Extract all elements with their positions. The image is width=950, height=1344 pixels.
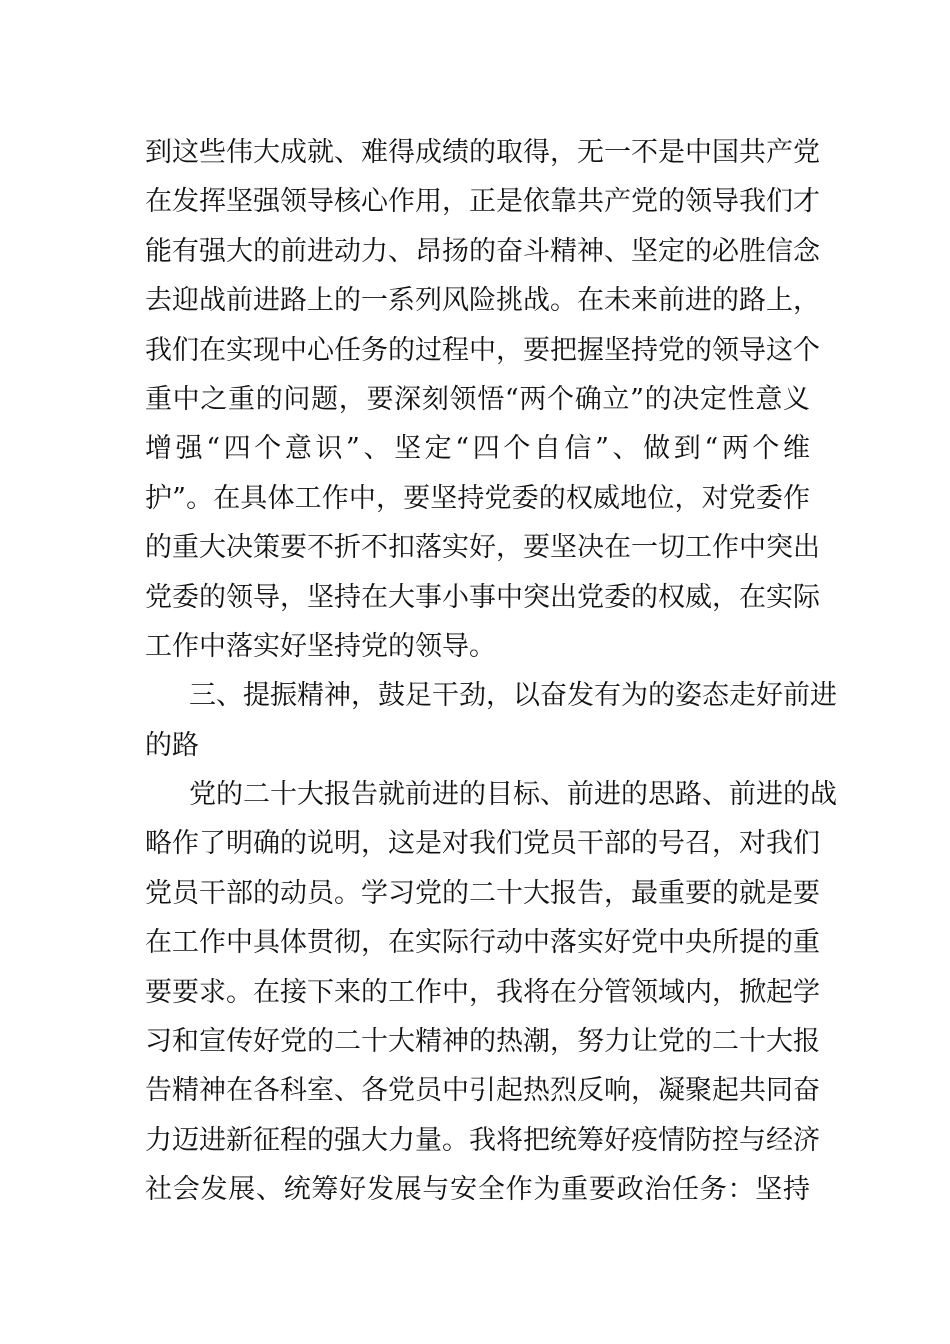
section-heading: 三、提振精神，鼓足干劲，以奋发有为的姿态走好前进 <box>189 680 837 712</box>
body-line: 力迈进新征程的强大力量。我将把统筹好疫情防控与经济 <box>145 1124 820 1156</box>
body-line: 党的二十大报告就前进的目标、前进的思路、前进的战 <box>189 779 837 811</box>
body-line: 工作中落实好坚持党的领导。 <box>145 630 496 662</box>
body-line: 的重大决策要不折不扣落实好，要坚决在一切工作中突出 <box>145 532 820 564</box>
body-line: 社会发展、统筹好发展与安全作为重要政治任务：坚持 <box>145 1174 810 1206</box>
document-body <box>145 128 837 1215</box>
body-line: 略作了明确的说明，这是对我们党员干部的号召，对我们 <box>145 828 820 860</box>
section-heading-continued: 的路 <box>145 729 199 761</box>
body-line: 习和宣传好党的二十大精神的热潮，努力让党的二十大报 <box>145 1026 820 1058</box>
body-line: 我们在实现中心任务的过程中，要把握坚持党的领导这个 <box>145 334 820 366</box>
body-line: 要要求。在接下来的工作中，我将在分管领域内，掀起学 <box>145 976 820 1008</box>
body-line: 在发挥坚强领导核心作用，正是依靠共产党的领导我们才 <box>145 186 820 218</box>
body-line: 党委的领导，坚持在大事小事中突出党委的权威，在实际 <box>145 581 820 613</box>
body-line: 增强“四个意识”、坚定“四个自信”、做到“两个维 <box>145 433 810 465</box>
body-line: 重中之重的问题，要深刻领悟“两个确立”的决定性意义 <box>145 383 810 415</box>
body-line: 护”。在具体工作中，要坚持党委的权威地位，对党委作 <box>145 482 810 514</box>
body-line: 告精神在各科室、各党员中引起热烈反响，凝聚起共同奋 <box>145 1075 820 1107</box>
body-line: 能有强大的前进动力、昂扬的奋斗精神、坚定的必胜信念 <box>145 235 820 267</box>
body-line: 到这些伟大成就、难得成绩的取得，无一不是中国共产党 <box>145 137 820 168</box>
body-line: 党员干部的动员。学习党的二十大报告，最重要的就是要 <box>145 877 820 909</box>
body-line: 去迎战前进路上的一系列风险挑战。在未来前进的路上， <box>145 285 820 317</box>
body-line: 在工作中具体贯彻，在实际行动中落实好党中央所提的重 <box>145 927 820 959</box>
